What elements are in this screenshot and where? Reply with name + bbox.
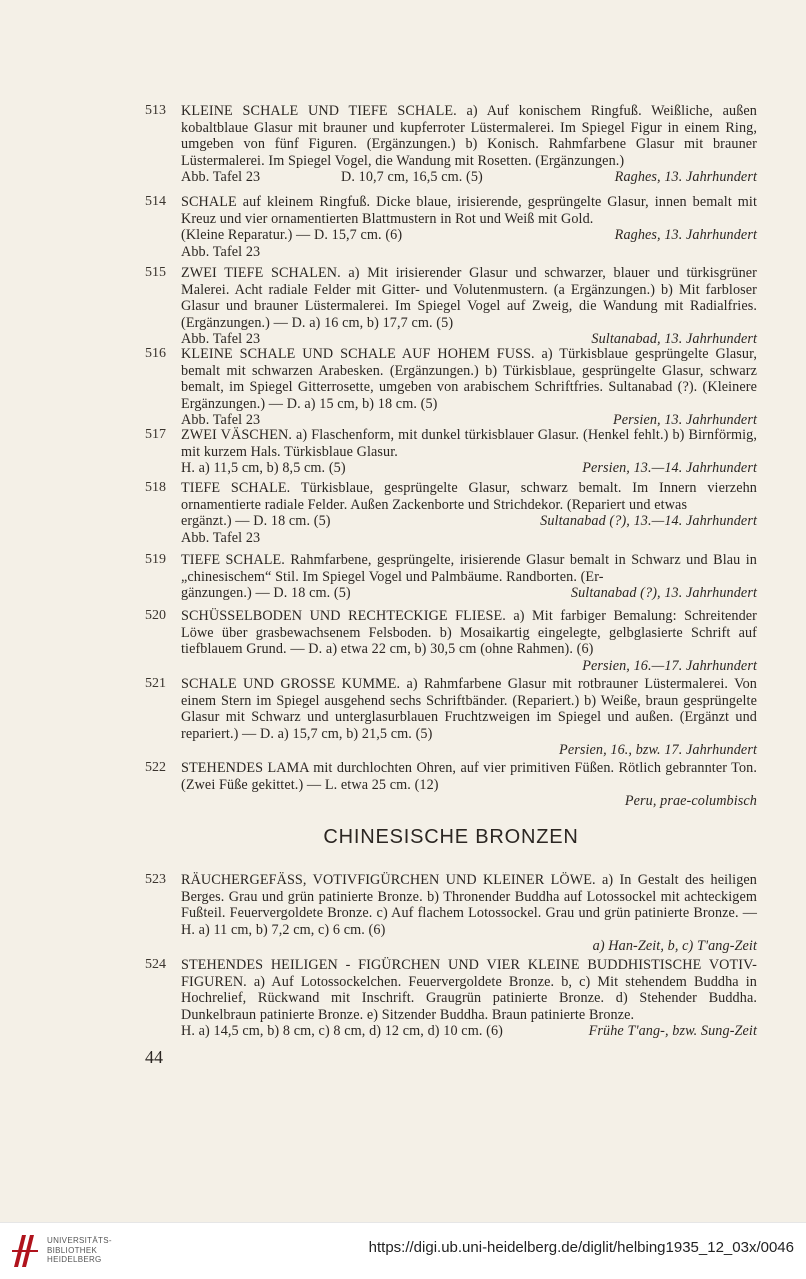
plate-reference: Abb. Tafel 23 (181, 169, 261, 185)
entry-number: 514 (145, 194, 166, 209)
entry-body: TIEFE SCHALE. Rahmfarbene, gesprüngelte, irisierende Glasur bemalt in Schwarz und Blau in „chinesischem“ Stil. Im Spiegel Vogel und Palmbäume. Randborten. (Er- (181, 552, 757, 585)
entry-meta (181, 227, 757, 244)
dimensions: ergänzt.) — D. 18 cm. (5) (181, 513, 331, 529)
provenance: Persien, 16.—17. Jahrhundert (582, 657, 757, 674)
library-name-line: UNIVERSITÄTS- (47, 1236, 112, 1245)
entry-number: 519 (145, 552, 166, 567)
dimensions: H. a) 14,5 cm, b) 8 cm, c) 8 cm, d) 12 cm, d) 10 cm. (6) (181, 1023, 503, 1039)
catalog-entry-517 (145, 427, 757, 477)
entry-body: SCHALE auf kleinem Ringfuß. Dicke blaue, irisierende, gesprüngelte Glasur, innen bemalt mit Kreuz und vier ornamentierten Blattmustern in Rot und Weiß mit Gold. (181, 194, 757, 227)
catalog-entry-524 (145, 957, 757, 1040)
plate-reference: Abb. Tafel 23 (181, 412, 261, 428)
provenance: Persien, 16., bzw. 17. Jahrhundert (559, 742, 757, 758)
entry-text (181, 480, 757, 546)
entry-number: 520 (145, 608, 166, 623)
entry-number: 524 (145, 957, 166, 972)
entry-body: STEHENDES LAMA mit durchlochten Ohren, auf vier primitiven Füßen. Rötlich gebrannter Ton. (Zwei Füße gekittet.) — L. etwa 25 cm. (12) (181, 760, 757, 793)
entry-text (181, 346, 757, 429)
entry-text (181, 194, 757, 260)
catalog-entry-523 (145, 872, 757, 955)
provenance: a) Han-Zeit, b, c) T'ang-Zeit (592, 938, 757, 954)
entry-body: KLEINE SCHALE UND SCHALE AUF HOHEM FUSS. a) Türkisblaue gesprüngelte Glasur, bemalt mit schwarzen Arabesken. (Ergänzungen.) b) Türkisblaue, gesprüngelte Glasur, schwarz bemalt, im Spiegel Gitterrosette, umgeben von arabischem Schriftfries. Sultanabad (?). (Kleinere Ergänzungen.) — D. a) 15 cm, b) 18 cm. (5) (181, 346, 757, 412)
entry-number: 522 (145, 760, 166, 775)
entry-body: TIEFE SCHALE. Türkisblaue, gesprüngelte Glasur, schwarz bemalt. Im Innern vierzehn ornamentierte radiale Felder. Außen Zackenborte und Strichdekor. (Repariert und etwas (181, 480, 757, 513)
entry-meta (181, 1023, 757, 1040)
entry-meta (181, 513, 757, 530)
dimensions: gänzungen.) — D. 18 cm. (5) (181, 585, 351, 601)
entry-text (181, 427, 757, 477)
entry-text (181, 608, 757, 674)
entry-text (181, 103, 757, 186)
catalog-entry-522 (145, 760, 757, 810)
catalog-entry-521 (145, 676, 757, 759)
entry-text (181, 957, 757, 1040)
entry-number: 523 (145, 872, 166, 887)
provenance: Persien, 13.—14. Jahrhundert (582, 460, 757, 476)
permalink[interactable]: https://digi.ub.uni-heidelberg.de/diglit/helbing1935_12_03x/0046 (368, 1239, 794, 1256)
dimensions: (Kleine Reparatur.) — D. 15,7 cm. (6) (181, 227, 403, 243)
entry-text (181, 760, 757, 810)
entry-number: 521 (145, 676, 166, 691)
entry-body: RÄUCHERGEFÄSS, VOTIVFIGÜRCHEN UND KLEINER LÖWE. a) In Gestalt des heiligen Berges. Grau und grün patinierte Bronze. b) Thronender Buddha auf Lotossockel mit achteckigem Fußteil. Feuervergoldete Bronze. c) Auf flachem Lotossockel. Grau und grün patinierte Bronze. — H. a) 11 cm, b) 7,2 cm, c) 6 cm. (6) (181, 872, 757, 938)
entry-number: 517 (145, 427, 166, 442)
catalog-entry-519 (145, 552, 757, 602)
catalog-entry-520 (145, 608, 757, 674)
catalog-entry-518 (145, 480, 757, 546)
entry-text (181, 552, 757, 602)
plate-reference: Abb. Tafel 23 (181, 331, 261, 347)
entry-body: SCHALE UND GROSSE KUMME. a) Rahmfarbene Glasur mit rotbrauner Lüstermalerei. Von einem Stern im Spiegel ausgehend sechs Schriftbänder. (Repariert.) b) Weiße, braun gesprüngelte Glasur mit Schwarz und unterglasurblauen Fruchtzweigen im Spiegel und außen. (Ergänzt und repariert.) — D. a) 15,7 cm, b) 21,5 cm. (5) (181, 676, 757, 742)
catalog-entry-513 (145, 103, 757, 186)
catalog-entry-516 (145, 346, 757, 429)
entry-meta (181, 460, 757, 477)
provenance: Sultanabad, 13. Jahrhundert (591, 331, 757, 347)
provenance: Peru, prae-columbisch (624, 793, 757, 809)
entry-body: SCHÜSSELBODEN UND RECHTECKIGE FLIESE. a) Mit farbiger Bemalung: Schreitender Löwe über grasbewachsenem Felsboden. b) Mosaikartig eingelegte, gelbglasierte Schrift auf tiefblauem Grund. — D. a) etwa 22 cm, b) 30,5 cm (ohne Rahmen). (6) (181, 608, 757, 657)
entry-number: 518 (145, 480, 166, 495)
entry-body: KLEINE SCHALE UND TIEFE SCHALE. a) Auf konischem Ringfuß. Weißliche, außen kobaltblaue Glasur mit brauner und kupferroter Lüstermalerei. Im Spiegel Figur in einem Ring, umgeben von fünf Figuren. (Ergänzungen.) b) Konisch. Rahmfarbene Glasur mit brauner Lüstermalerei. Im Spiegel Vogel, die Wandung mit Rosetten. (Ergänzungen.) (181, 103, 757, 169)
library-name-line: BIBLIOTHEK (47, 1245, 98, 1255)
viewer-footer (0, 1222, 806, 1279)
entry-meta (181, 169, 757, 186)
library-name-line: HEIDELBERG (47, 1255, 102, 1264)
provenance: Raghes, 13. Jahrhundert (614, 227, 757, 243)
page-number: 44 (145, 1047, 163, 1067)
entry-text (181, 872, 757, 955)
library-name (47, 1236, 112, 1265)
provenance: Frühe T'ang-, bzw. Sung-Zeit (588, 1023, 757, 1039)
entry-body: ZWEI TIEFE SCHALEN. a) Mit irisierender Glasur und schwarzer, blauer und türkisgrüner Malerei. Acht radiale Felder mit Gitter- und Volutenmustern. (a Ergänzungen.) b) Mit farbloser Glasur und brauner Lüstermalerei. Im Spiegel Vogel auf Zweig, die Wandung mit Radialfries. (Ergänzungen.) — D. a) 16 cm, b) 17,7 cm. (5) (181, 265, 757, 331)
entry-body: ZWEI VÄSCHEN. a) Flaschenform, mit dunkel türkisblauer Glasur. (Henkel fehlt.) b) Birnförmig, mit kurzem Hals. Türkisblaue Glasur. (181, 427, 757, 460)
entry-text (181, 265, 757, 348)
provenance: Sultanabad (?), 13.—14. Jahrhundert (540, 513, 757, 529)
entry-number: 515 (145, 265, 166, 280)
entry-body: STEHENDES HEILIGEN - FIGÜRCHEN UND VIER KLEINE BUDDHISTISCHE VOTIV-FIGUREN. a) Auf Lotossockelchen. Feuervergoldete Bronze. b, c) Mit stehendem Buddha in Hochrelief, Rückwand mit Inschrift. Graugrün patinierte Bronze. d) Stehender Buddha. Dunkelbraun patinierte Bronze. e) Sitzender Buddha. Braun patinierte Bronze. (181, 957, 757, 1023)
university-library-logo-icon (8, 1231, 42, 1271)
provenance: Sultanabad (?), 13. Jahrhundert (570, 585, 757, 601)
provenance: Raghes, 13. Jahrhundert (614, 169, 757, 185)
catalog-entry-515 (145, 265, 757, 348)
plate-reference: Abb. Tafel 23 (181, 529, 261, 546)
provenance: Persien, 13. Jahrhundert (613, 412, 757, 428)
entry-number: 513 (145, 103, 166, 118)
entry-meta (181, 585, 757, 602)
section-title: CHINESISCHE BRONZEN (323, 826, 579, 848)
plate-reference: Abb. Tafel 23 (181, 243, 261, 260)
dimensions: D. 10,7 cm, 16,5 cm. (5) (341, 169, 483, 185)
entry-number: 516 (145, 346, 166, 361)
dimensions: H. a) 11,5 cm, b) 8,5 cm. (5) (181, 460, 346, 476)
catalog-entry-514 (145, 194, 757, 260)
entry-text (181, 676, 757, 759)
